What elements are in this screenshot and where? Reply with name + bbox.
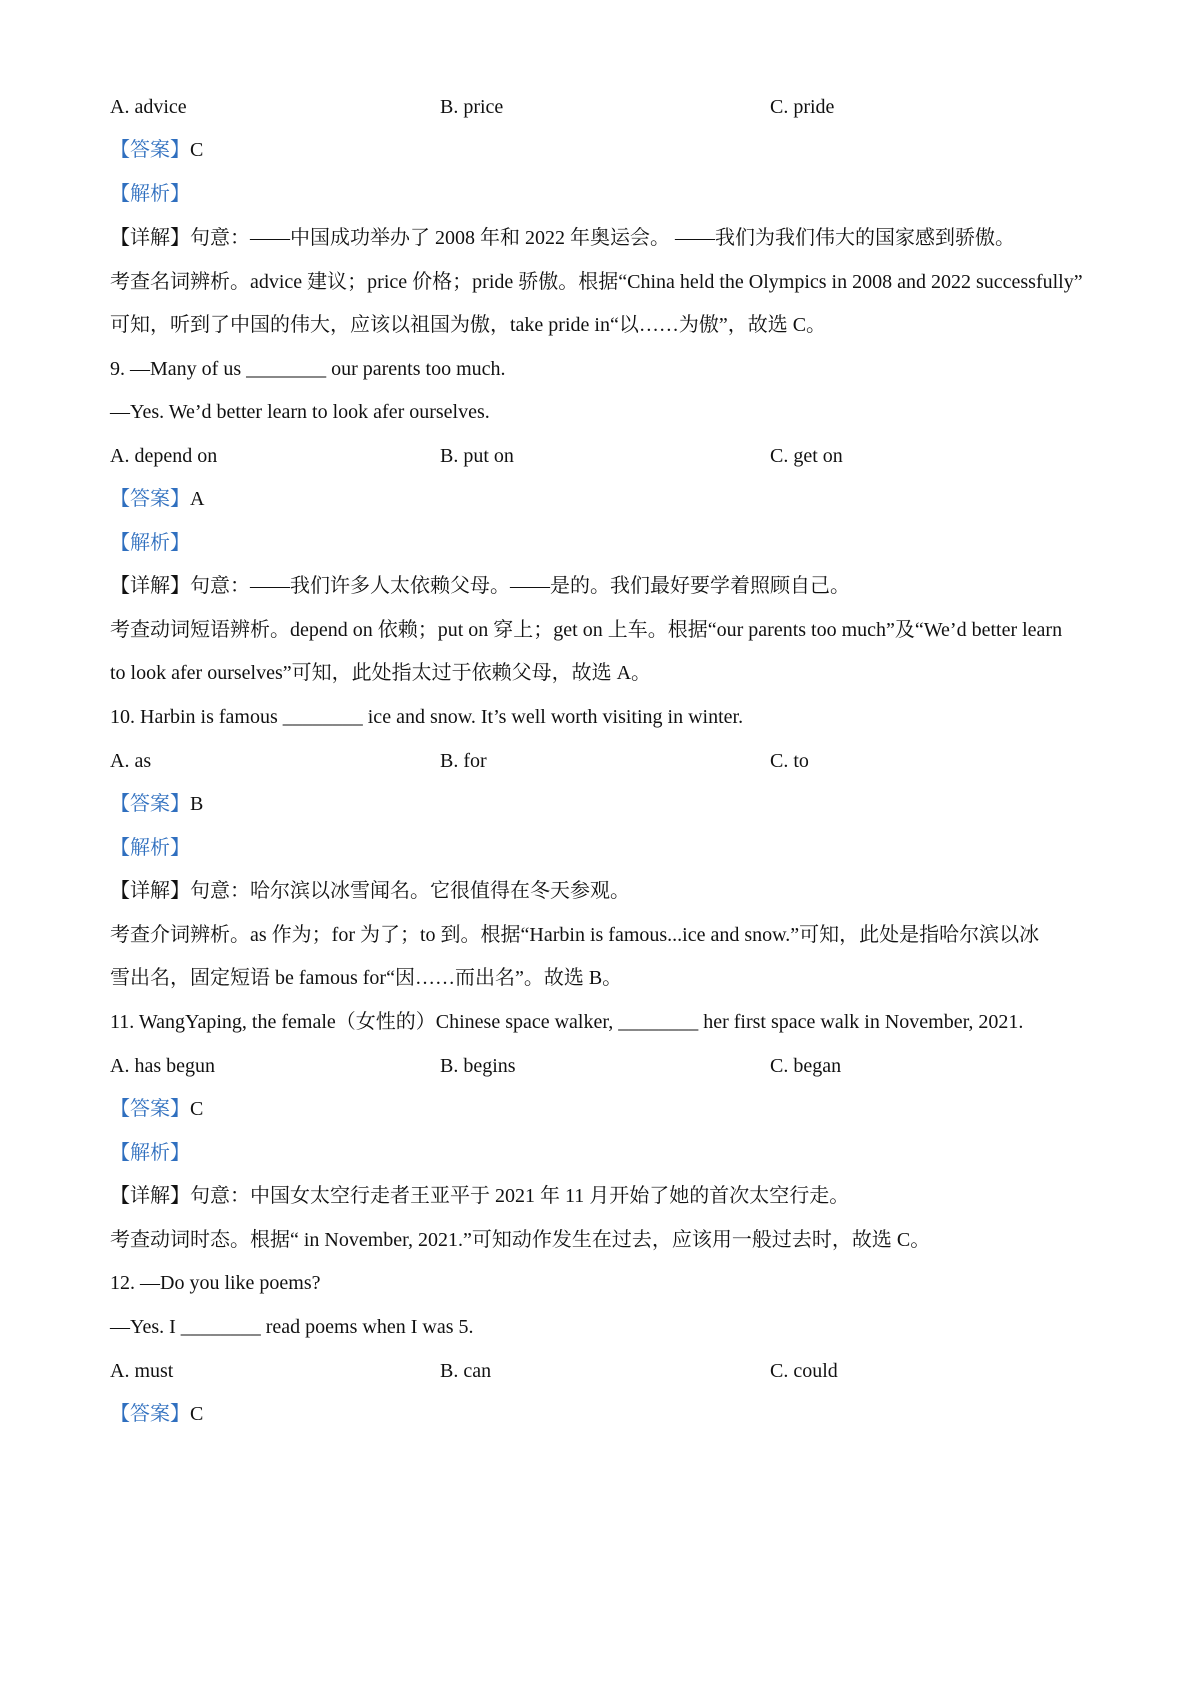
q10-answer [110,792,1110,816]
answer-tag: 【答案】 [110,139,190,161]
q8-answer [110,138,1110,162]
q10-detail-line-2: 考查介词辨析。as 作为；for 为了；to 到。根据“Harbin is famous...ice and snow.”可知，此处是指哈尔滨以冰 [110,924,1040,946]
q9-answer-value: A [190,488,205,510]
detail-tag: 【详解】 [110,1185,190,1207]
q11-options [110,1054,1110,1078]
q8-detail-line-1 [110,226,1110,250]
q9-detail-line-3: to look afer ourselves”可知，此处指太过于依赖父母，故选 A。 [110,662,652,684]
q12-option-a: A. must [110,1360,174,1382]
q8-detail-line-2: 考查名词辨析。advice 建议；price 价格；pride 骄傲。根据“China held the Olympics in 2008 and 2022 successfully” [110,271,1083,293]
q11-detail-text-1: 句意：中国女太空行走者王亚平于 2021 年 11 月开始了她的首次太空行走。 [190,1185,850,1207]
q10-detail-line-1 [110,879,1110,903]
answer-tag: 【答案】 [110,1403,190,1425]
q12-stem-line-2: —Yes. I ________ read poems when I was 5. [110,1316,474,1338]
q12-option-c: C. could [770,1360,838,1382]
analysis-tag: 【解析】 [110,183,190,205]
q9-stem-line-2: —Yes. We’d better learn to look afer ourselves. [110,401,490,423]
q10-detail-text-1: 句意：哈尔滨以冰雪闻名。它很值得在冬天参观。 [190,880,630,902]
q9-analysis [110,531,1110,555]
q8-answer-value: C [190,139,204,161]
q11-detail-line-2: 考查动词时态。根据“ in November, 2021.”可知动作发生在过去，应该用一般过去时，故选 C。 [110,1229,931,1251]
q9-detail-line-1 [110,574,1110,598]
q9-option-a: A. depend on [110,445,218,467]
q9-option-b: B. put on [440,445,514,467]
detail-tag: 【详解】 [110,880,190,902]
q9-detail-line-2: 考查动词短语辨析。depend on 依赖；put on 穿上；get on 上车。根据“our parents too much”及“We’d better learn [110,619,1063,641]
detail-tag: 【详解】 [110,227,190,249]
q8-detail-text-1: 句意：——中国成功举办了 2008 年和 2022 年奥运会。 ——我们为我们伟大的国家感到骄傲。 [190,227,1015,249]
q12-answer [110,1402,1110,1426]
q11-analysis [110,1141,1110,1165]
q11-detail-line-1 [110,1184,1110,1208]
answer-tag: 【答案】 [110,488,190,510]
q10-option-c: C. to [770,750,809,772]
q12-answer-value: C [190,1403,204,1425]
q9-stem-line-1: 9. —Many of us ________ our parents too much. [110,358,506,380]
q9-options [110,444,1110,468]
q12-option-b: B. can [440,1360,492,1382]
q8-analysis [110,182,1110,206]
q8-option-a: A. advice [110,96,187,118]
q9-detail-text-1: 句意：——我们许多人太依赖父母。——是的。我们最好要学着照顾自己。 [190,575,850,597]
analysis-tag: 【解析】 [110,1142,190,1164]
q9-option-c: C. get on [770,445,843,467]
q10-stem-line-1: 10. Harbin is famous ________ ice and snow. It’s well worth visiting in winter. [110,706,744,728]
q11-answer-value: C [190,1098,204,1120]
q12-options [110,1359,1110,1383]
analysis-tag: 【解析】 [110,837,190,859]
detail-tag: 【详解】 [110,575,190,597]
q8-option-b: B. price [440,96,504,118]
q10-analysis [110,836,1110,860]
q10-detail-line-3: 雪出名，固定短语 be famous for“因……而出名”。故选 B。 [110,967,623,989]
q9-answer [110,487,1110,511]
q8-options [110,95,1110,119]
answer-tag: 【答案】 [110,793,190,815]
analysis-tag: 【解析】 [110,532,190,554]
answer-tag: 【答案】 [110,1098,190,1120]
q8-detail-line-3: 可知，听到了中国的伟大，应该以祖国为傲，take pride in“以……为傲”，故选 C。 [110,314,827,336]
q12-stem-line-1: 12. —Do you like poems? [110,1272,321,1294]
q8-option-c: C. pride [770,96,835,118]
q11-answer [110,1097,1110,1121]
q10-option-a: A. as [110,750,152,772]
q11-option-a: A. has begun [110,1055,215,1077]
q10-options [110,749,1110,773]
q11-stem-line-1: 11. WangYaping, the female（女性的）Chinese space walker, ________ her first space walk in November, 2021. [110,1011,1024,1033]
q10-answer-value: B [190,793,204,815]
q11-option-b: B. begins [440,1055,516,1077]
q11-option-c: C. began [770,1055,842,1077]
q10-option-b: B. for [440,750,487,772]
